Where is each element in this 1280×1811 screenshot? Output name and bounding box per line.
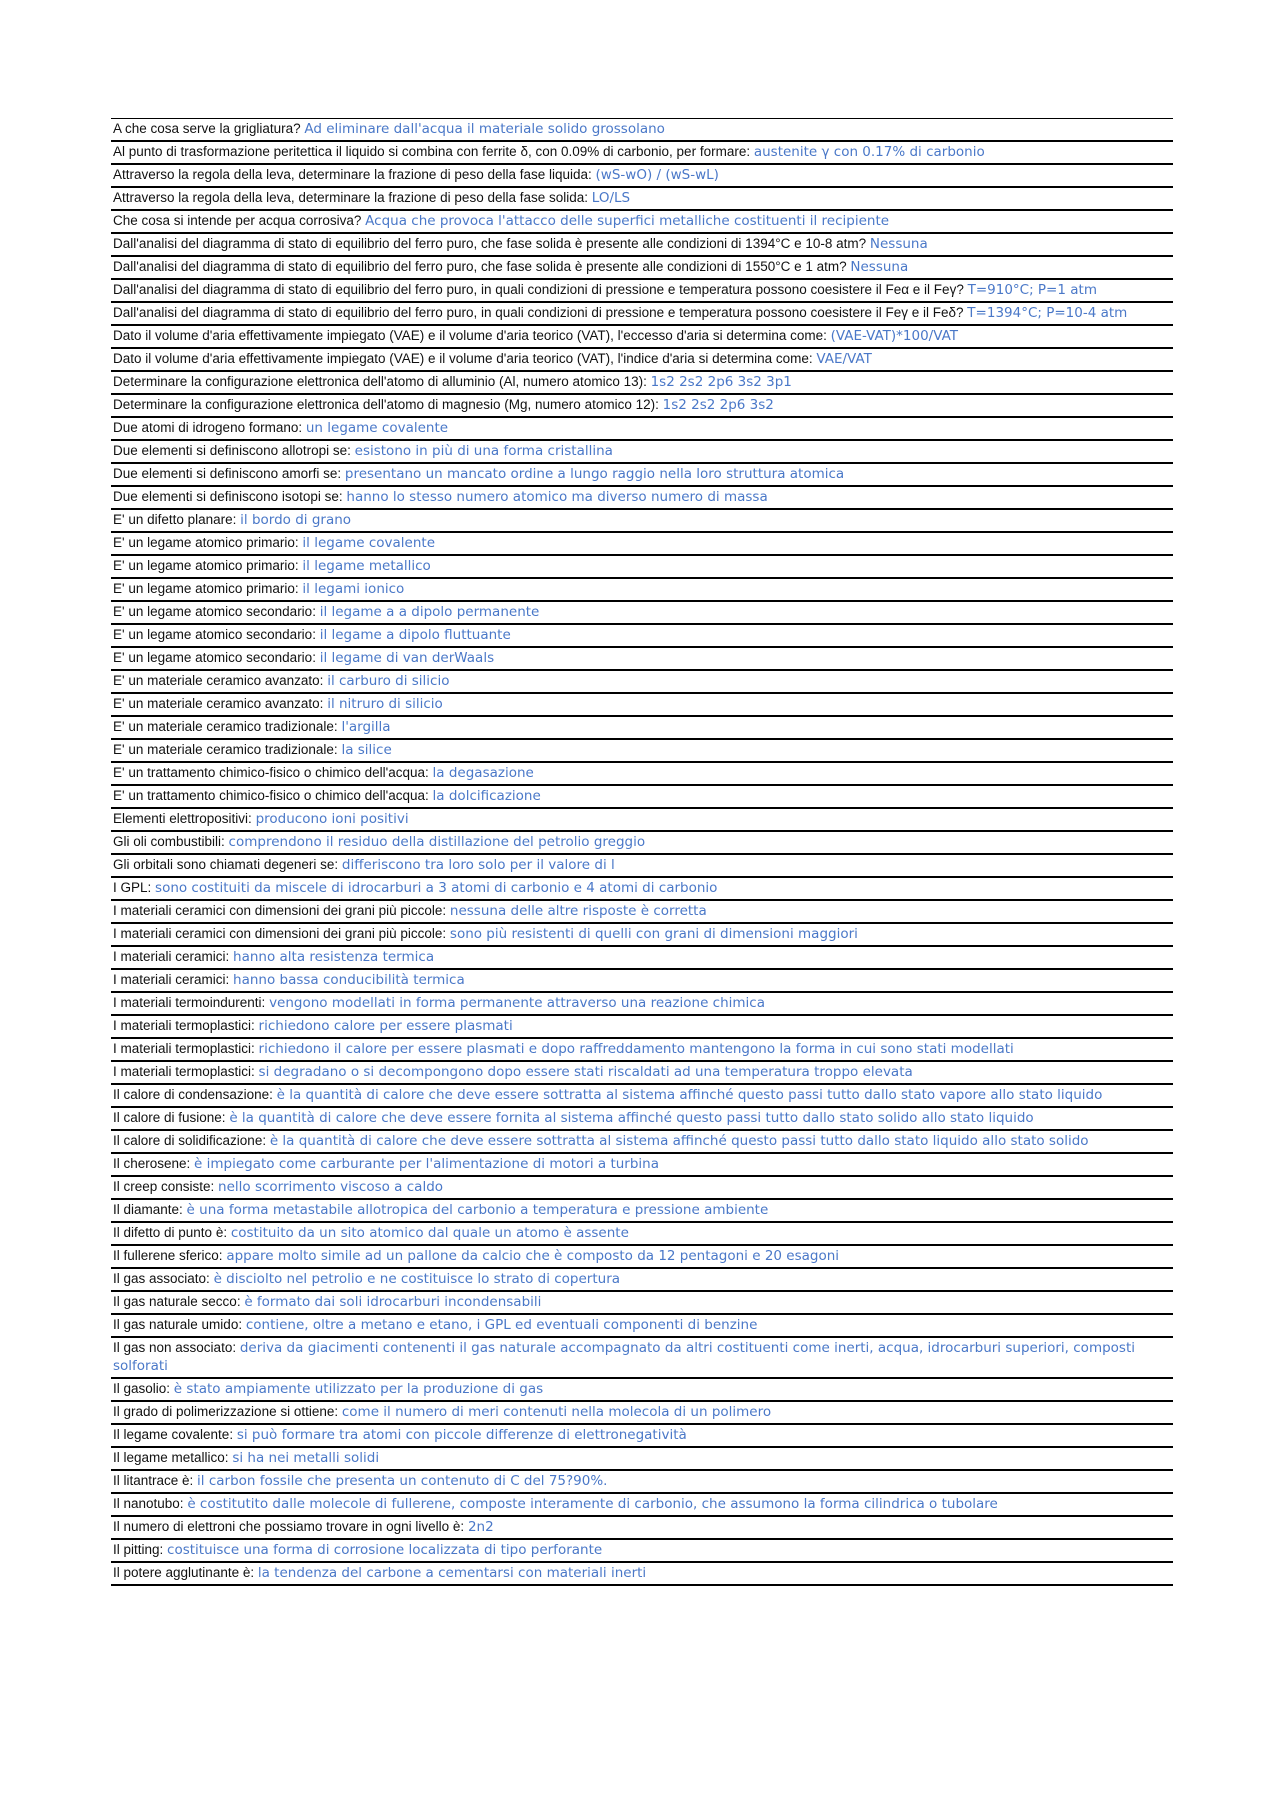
answer-text: hanno bassa conducibilità termica xyxy=(233,972,465,988)
question-text: E' un materiale ceramico avanzato: xyxy=(113,696,328,711)
question-text: Gli orbitali sono chiamati degeneri se: xyxy=(113,857,342,872)
question-text: E' un legame atomico primario: xyxy=(113,535,303,550)
question-text: Il legame metallico: xyxy=(113,1450,233,1465)
qa-row xyxy=(111,694,1173,717)
answer-text: si degradano o si decompongono dopo essere stati riscaldati ad una temperatura troppo elevata xyxy=(258,1064,913,1080)
qa-row xyxy=(111,1563,1173,1586)
question-text: Determinare la configurazione elettronica dell'atomo di magnesio (Mg, numero atomico 12): xyxy=(113,397,663,412)
answer-text: 1s2 2s2 2p6 3s2 xyxy=(662,397,774,413)
answer-text: producono ioni positivi xyxy=(255,811,409,827)
qa-row xyxy=(111,326,1173,349)
question-text: Il gas non associato: xyxy=(113,1340,240,1355)
answer-text: esistono in più di una forma cristallina xyxy=(354,443,613,459)
question-text: Il difetto di punto è: xyxy=(113,1225,231,1240)
qa-row xyxy=(111,280,1173,303)
qa-row xyxy=(111,165,1173,188)
qa-row xyxy=(111,234,1173,257)
qa-row xyxy=(111,625,1173,648)
question-text: Dato il volume d'aria effettivamente impiegato (VAE) e il volume d'aria teorico (VAT), l'eccesso d'aria si determina come: xyxy=(113,328,831,343)
question-text: I materiali termoindurenti: xyxy=(113,995,270,1010)
answer-text: T=1394°C; P=10-4 atm xyxy=(967,305,1128,321)
answer-text: costituito da un sito atomico dal quale un atomo è assente xyxy=(230,1225,629,1241)
qa-row xyxy=(111,786,1173,809)
answer-text: nessuna delle altre risposte è corretta xyxy=(449,903,707,919)
answer-text: hanno alta resistenza termica xyxy=(233,949,435,965)
question-text: Attraverso la regola della leva, determinare la frazione di peso della fase solida: xyxy=(113,190,592,205)
qa-row xyxy=(111,993,1173,1016)
qa-row xyxy=(111,211,1173,234)
question-text: Dall'analisi del diagramma di stato di equilibrio del ferro puro, in quali condizioni di pressione e temperatura possono coesistere il Feγ e il Feδ? xyxy=(113,305,968,320)
qa-row xyxy=(111,648,1173,671)
answer-text: si ha nei metalli solidi xyxy=(232,1450,380,1466)
answer-text: è impiegato come carburante per l'alimentazione di motori a turbina xyxy=(194,1156,659,1172)
answer-text: è formato dai soli idrocarburi incondensabili xyxy=(244,1294,542,1310)
answer-text: richiedono il calore per essere plasmati e dopo raffreddamento mantengono la forma in cui sono stati modellati xyxy=(258,1041,1014,1057)
answer-text: si può formare tra atomi con piccole differenze di elettronegatività xyxy=(236,1427,687,1443)
answer-text: è una forma metastabile allotropica del carbonio a temperatura e pressione ambiente xyxy=(186,1202,769,1218)
qa-row xyxy=(111,188,1173,211)
qa-row xyxy=(111,1540,1173,1563)
qa-row xyxy=(111,970,1173,993)
answer-text: austenite γ con 0.17% di carbonio xyxy=(753,144,985,160)
qa-row xyxy=(111,1108,1173,1131)
question-text: E' un difetto planare: xyxy=(113,512,241,527)
answer-text: 1s2 2s2 2p6 3s2 3p1 xyxy=(650,374,792,390)
qa-row xyxy=(111,1223,1173,1246)
answer-text: contiene, oltre a metano e etano, i GPL ed eventuali componenti di benzine xyxy=(245,1317,758,1333)
qa-row xyxy=(111,1494,1173,1517)
qa-row xyxy=(111,556,1173,579)
answer-text: costituisce una forma di corrosione localizzata di tipo perforante xyxy=(167,1542,603,1558)
answer-text: Acqua che provoca l'attacco delle superfici metalliche costituenti il recipiente xyxy=(365,213,890,229)
qa-row xyxy=(111,510,1173,533)
answer-text: come il numero di meri contenuti nella molecola di un polimero xyxy=(341,1404,772,1420)
question-text: E' un legame atomico secondario: xyxy=(113,650,320,665)
question-text: I materiali termoplastici: xyxy=(113,1018,259,1033)
question-text: Due elementi si definiscono amorfi se: xyxy=(113,466,345,481)
answer-text: il bordo di grano xyxy=(240,512,352,528)
qa-row xyxy=(111,602,1173,625)
answer-text: Nessuna xyxy=(850,259,909,275)
question-text: Dall'analisi del diagramma di stato di equilibrio del ferro puro, in quali condizioni di pressione e temperatura possono coesistere il Feα e il Feγ? xyxy=(113,282,968,297)
qa-row xyxy=(111,349,1173,372)
answer-text: sono più resistenti di quelli con grani di dimensioni maggiori xyxy=(449,926,858,942)
answer-text: il legame covalente xyxy=(302,535,436,551)
answer-text: presentano un mancato ordine a lungo raggio nella loro struttura atomica xyxy=(344,466,845,482)
answer-text: il nitruro di silicio xyxy=(327,696,443,712)
qa-row xyxy=(111,1402,1173,1425)
answer-text: (wS-wO) / (wS-wL) xyxy=(595,167,719,183)
answer-text: il legami ionico xyxy=(302,581,405,597)
qa-row xyxy=(111,809,1173,832)
question-text: E' un trattamento chimico-fisico o chimico dell'acqua: xyxy=(113,765,433,780)
quiz-sheet xyxy=(111,118,1173,1586)
answer-text: nello scorrimento viscoso a caldo xyxy=(218,1179,444,1195)
answer-text: (VAE-VAT)*100/VAT xyxy=(830,328,959,344)
qa-row xyxy=(111,1425,1173,1448)
question-text: Il pitting: xyxy=(113,1542,168,1557)
answer-text: è la quantità di calore che deve essere sottratta al sistema affinché questo passi tutto dallo stato liquido allo stato solido xyxy=(269,1133,1089,1149)
question-text: Gli oli combustibili: xyxy=(113,834,229,849)
question-text: Elementi elettropositivi: xyxy=(113,811,256,826)
qa-row xyxy=(111,1315,1173,1338)
question-text: Il cherosene: xyxy=(113,1156,195,1171)
answer-text: l'argilla xyxy=(341,719,391,735)
answer-text: Nessuna xyxy=(869,236,928,252)
answer-text: 2n2 xyxy=(467,1519,494,1535)
answer-text: il legame metallico xyxy=(302,558,431,574)
question-text: E' un legame atomico primario: xyxy=(113,558,303,573)
question-text: A che cosa serve la grigliatura? xyxy=(113,121,305,136)
answer-text: la tendenza del carbone a cementarsi con materiali inerti xyxy=(257,1565,647,1581)
question-text: Due elementi si definiscono allotropi se: xyxy=(113,443,355,458)
question-text: I materiali termoplastici: xyxy=(113,1041,259,1056)
qa-row xyxy=(111,533,1173,556)
qa-row xyxy=(111,487,1173,510)
qa-row xyxy=(111,1292,1173,1315)
qa-row xyxy=(111,1471,1173,1494)
answer-text: il carburo di silicio xyxy=(327,673,450,689)
qa-row xyxy=(111,418,1173,441)
qa-row xyxy=(111,832,1173,855)
question-text: Il grado di polimerizzazione si ottiene: xyxy=(113,1404,342,1419)
answer-text: vengono modellati in forma permanente attraverso una reazione chimica xyxy=(269,995,765,1011)
answer-text: è costitutito dalle molecole di fullerene, composte interamente di carbonio, che assumono la forma cilindrica o tubolare xyxy=(187,1496,998,1512)
qa-row xyxy=(111,441,1173,464)
question-text: I materiali ceramici con dimensioni dei grani più piccole: xyxy=(113,926,450,941)
answer-text: la degasazione xyxy=(432,765,534,781)
answer-text: LO/LS xyxy=(591,190,631,206)
question-text: E' un materiale ceramico tradizionale: xyxy=(113,742,342,757)
qa-row xyxy=(111,1448,1173,1471)
question-text: Il calore di fusione: xyxy=(113,1110,230,1125)
answer-text: sono costituiti da miscele di idrocarburi a 3 atomi di carbonio e 4 atomi di carbonio xyxy=(155,880,718,896)
question-text: Il fullerene sferico: xyxy=(113,1248,227,1263)
answer-text: Ad eliminare dall'acqua il materiale solido grossolano xyxy=(304,121,665,137)
qa-row xyxy=(111,878,1173,901)
question-text: Il nanotubo: xyxy=(113,1496,188,1511)
answer-text: è la quantità di calore che deve essere fornita al sistema affinché questo passi tutto dallo stato solido allo stato liquido xyxy=(229,1110,1034,1126)
answer-text: comprendono il residuo della distillazione del petrolio greggio xyxy=(228,834,646,850)
answer-text: T=910°C; P=1 atm xyxy=(967,282,1097,298)
question-text: I materiali ceramici: xyxy=(113,972,234,987)
answer-text: è disciolto nel petrolio e ne costituisce lo strato di copertura xyxy=(213,1271,621,1287)
qa-row xyxy=(111,1517,1173,1540)
qa-row xyxy=(111,142,1173,165)
question-text: I GPL: xyxy=(113,880,156,895)
qa-row xyxy=(111,464,1173,487)
qa-row xyxy=(111,1246,1173,1269)
answer-text: il legame a a dipolo permanente xyxy=(319,604,540,620)
answer-text: appare molto simile ad un pallone da calcio che è composto da 12 pentagoni e 20 esagoni xyxy=(226,1248,840,1264)
qa-row xyxy=(111,855,1173,878)
answer-text: il legame a dipolo fluttuante xyxy=(319,627,511,643)
question-text: Due elementi si definiscono isotopi se: xyxy=(113,489,347,504)
answer-text: è stato ampiamente utilizzato per la produzione di gas xyxy=(173,1381,544,1397)
qa-row xyxy=(111,303,1173,326)
qa-row xyxy=(111,1085,1173,1108)
question-text: Il litantrace è: xyxy=(113,1473,198,1488)
question-text: Dall'analisi del diagramma di stato di equilibrio del ferro puro, che fase solida è presente alle condizioni di 1550°C e 1 atm? xyxy=(113,259,851,274)
qa-row xyxy=(111,740,1173,763)
question-text: Il diamante: xyxy=(113,1202,187,1217)
question-text: E' un legame atomico primario: xyxy=(113,581,303,596)
qa-row xyxy=(111,1177,1173,1200)
question-text: Il potere agglutinante è: xyxy=(113,1565,258,1580)
question-text: Il creep consiste: xyxy=(113,1179,219,1194)
question-text: I materiali termoplastici: xyxy=(113,1064,259,1079)
question-text: Dato il volume d'aria effettivamente impiegato (VAE) e il volume d'aria teorico (VAT), l'indice d'aria si determina come: xyxy=(113,351,817,366)
question-text: Il calore di condensazione: xyxy=(113,1087,277,1102)
answer-text: VAE/VAT xyxy=(816,351,872,367)
question-text: Il calore di solidificazione: xyxy=(113,1133,270,1148)
answer-text: è la quantità di calore che deve essere sottratta al sistema affinché questo passi tutto dallo stato vapore allo stato liquido xyxy=(276,1087,1103,1103)
question-text: Il gas naturale umido: xyxy=(113,1317,246,1332)
question-text: E' un materiale ceramico avanzato: xyxy=(113,673,328,688)
qa-row xyxy=(111,901,1173,924)
question-text: Il gas naturale secco: xyxy=(113,1294,245,1309)
qa-row xyxy=(111,1379,1173,1402)
question-text: Il numero di elettroni che possiamo trovare in ogni livello è: xyxy=(113,1519,468,1534)
qa-row xyxy=(111,717,1173,740)
answer-text: il carbon fossile che presenta un contenuto di C del 75?90%. xyxy=(197,1473,608,1489)
answer-text: richiedono calore per essere plasmati xyxy=(258,1018,513,1034)
qa-row xyxy=(111,579,1173,602)
question-text: Al punto di trasformazione peritettica il liquido si combina con ferrite δ, con 0.09% di carbonio, per formare: xyxy=(113,144,754,159)
question-text: Che cosa si intende per acqua corrosiva? xyxy=(113,213,366,228)
answer-text: hanno lo stesso numero atomico ma diverso numero di massa xyxy=(346,489,768,505)
qa-row xyxy=(111,1154,1173,1177)
question-text: Il gasolio: xyxy=(113,1381,174,1396)
answer-text: un legame covalente xyxy=(305,420,449,436)
qa-row xyxy=(111,1131,1173,1154)
question-text: Attraverso la regola della leva, determinare la frazione di peso della fase liquida: xyxy=(113,167,596,182)
question-text: Determinare la configurazione elettronica dell'atomo di alluminio (Al, numero atomico 13): xyxy=(113,374,651,389)
qa-row xyxy=(111,947,1173,970)
qa-row xyxy=(111,1016,1173,1039)
answer-text: la silice xyxy=(341,742,392,758)
question-text: Due atomi di idrogeno formano: xyxy=(113,420,306,435)
question-text: I materiali ceramici con dimensioni dei grani più piccole: xyxy=(113,903,450,918)
answer-text: deriva da giacimenti contenenti il gas naturale accompagnato da altri costituenti come inerti, acqua, idrocarburi superiori, composti solforati xyxy=(113,1340,1136,1374)
qa-row xyxy=(111,924,1173,947)
qa-row xyxy=(111,1269,1173,1292)
qa-row xyxy=(111,257,1173,280)
question-text: I materiali ceramici: xyxy=(113,949,234,964)
qa-row xyxy=(111,372,1173,395)
qa-row xyxy=(111,1062,1173,1085)
question-text: E' un materiale ceramico tradizionale: xyxy=(113,719,342,734)
answer-text: differiscono tra loro solo per il valore di l xyxy=(341,857,615,873)
question-text: Dall'analisi del diagramma di stato di equilibrio del ferro puro, che fase solida è presente alle condizioni di 1394°C e 10-8 atm? xyxy=(113,236,870,251)
question-text: Il gas associato: xyxy=(113,1271,214,1286)
qa-row xyxy=(111,395,1173,418)
qa-row xyxy=(111,1200,1173,1223)
qa-row xyxy=(111,119,1173,142)
answer-text: la dolcificazione xyxy=(432,788,541,804)
question-text: E' un trattamento chimico-fisico o chimico dell'acqua: xyxy=(113,788,433,803)
question-text: E' un legame atomico secondario: xyxy=(113,604,320,619)
answer-text: il legame di van derWaals xyxy=(319,650,495,666)
qa-row xyxy=(111,763,1173,786)
question-text: Il legame covalente: xyxy=(113,1427,237,1442)
qa-row xyxy=(111,671,1173,694)
qa-row xyxy=(111,1338,1173,1379)
question-text: E' un legame atomico secondario: xyxy=(113,627,320,642)
qa-row xyxy=(111,1039,1173,1062)
